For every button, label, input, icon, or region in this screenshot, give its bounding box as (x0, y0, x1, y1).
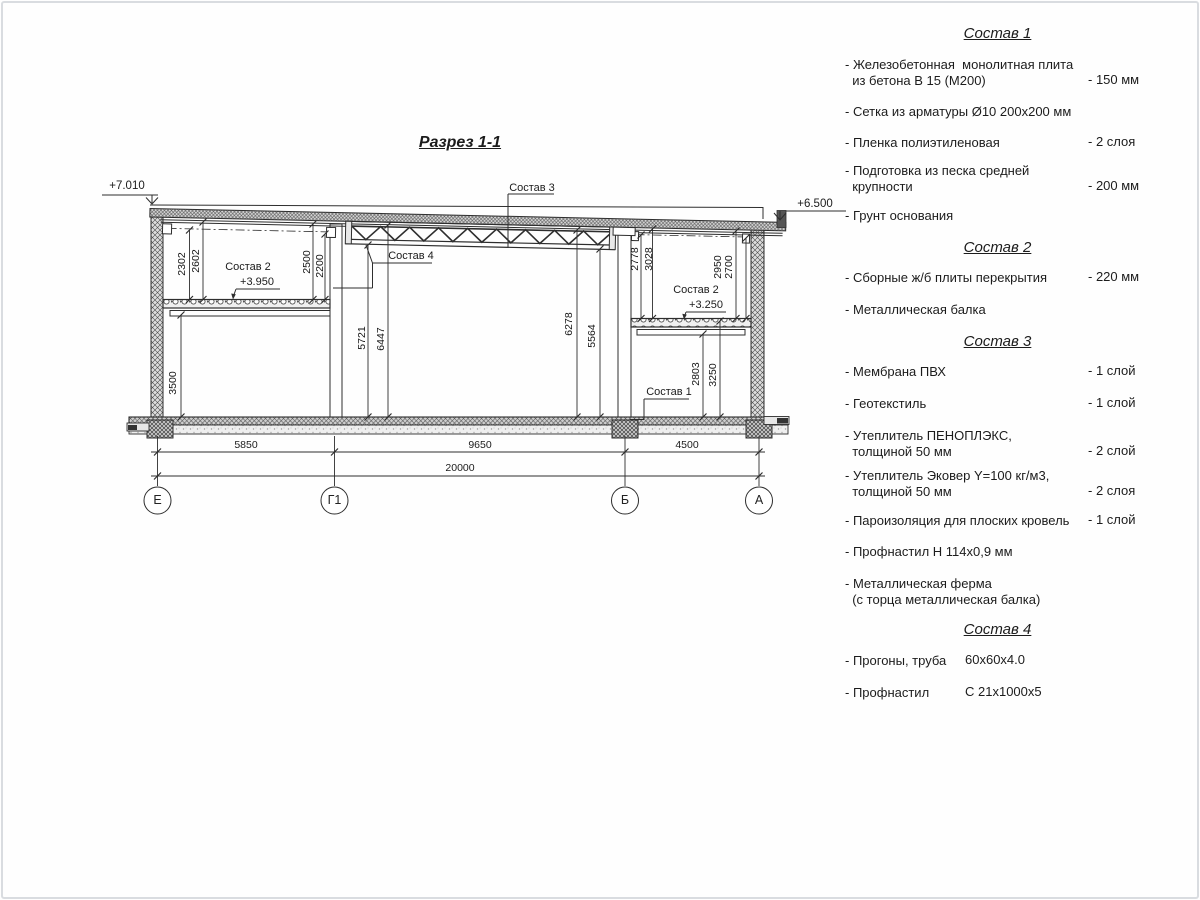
dim-5850: 5850 (234, 439, 258, 451)
legend-item: - Профнастил Н 114х0,9 мм (845, 544, 1013, 559)
legend-item: - Сборные ж/б плиты перекрытия - 220 мм (845, 269, 1140, 285)
wall-B-capital (613, 227, 635, 235)
floor-slab-right (631, 319, 751, 328)
legend-item: - Металлическая ферма (с торца металлическая балка) (845, 576, 1041, 607)
dim-2700: 2700 (722, 255, 735, 279)
label-sostav-1: Состав 1 (646, 386, 692, 398)
legend-item: - Подготовка из песка средней крупности - 200 мм (845, 163, 1140, 194)
sand-bed (129, 425, 788, 434)
elevation-mark-left (102, 195, 158, 204)
column-G1 (330, 224, 342, 417)
wall-E (151, 214, 163, 418)
elevation-left-value: +7.010 (109, 180, 145, 192)
legend-item: - Металлическая балка (845, 302, 986, 317)
legend-item: - Пленка полиэтиленовая - 2 слоя (845, 134, 1136, 150)
axis-bubbles (144, 487, 773, 514)
legend-item: - Утеплитель ПЕНОПЛЭКС, толщиной 50 мм - 2 слой (845, 428, 1136, 459)
label-sostav-4: Состав 4 (388, 250, 434, 262)
footing-B (612, 420, 638, 438)
axis-G1: Г1 (327, 493, 342, 507)
roof-assembly (149, 209, 786, 254)
beam-right (637, 330, 745, 336)
section-title-sostav2: Состав 2 (963, 239, 1032, 256)
section-title-sostav4: Состав 4 (963, 621, 1032, 638)
leader-sostav2-left (231, 289, 280, 300)
section-title-sostav3: Состав 3 (963, 333, 1032, 350)
elevation-right-value: +6.500 (797, 198, 833, 210)
axis-E: Е (153, 493, 162, 507)
dim-2200: 2200 (313, 254, 326, 278)
dim-3028: 3028 (642, 247, 655, 271)
label-sostav-2-left: Состав 2 (225, 261, 271, 273)
footing-E (147, 420, 173, 438)
dim-6278: 6278 (563, 312, 575, 336)
dim-5564: 5564 (586, 324, 598, 348)
dim-2602: 2602 (189, 249, 202, 273)
legend-item: - Мембрана ПВХ - 1 слой (845, 363, 1136, 379)
beam-left (170, 311, 330, 317)
label-level-left: +3.950 (240, 276, 274, 288)
legend-item: - Грунт основания (845, 208, 954, 223)
section-title-sostav1: Состав 1 (963, 25, 1032, 42)
dim-3250: 3250 (706, 363, 719, 387)
dim-2803: 2803 (689, 362, 702, 386)
dim-5721: 5721 (356, 326, 368, 350)
legend-item: - Пароизоляция для плоских кровель - 1 слой (845, 512, 1136, 528)
dim-2500: 2500 (301, 250, 313, 274)
wall-A (751, 228, 764, 417)
legend-item: - Железобетонная монолитная плита из бетона В 15 (М200) - 150 мм (845, 57, 1140, 88)
dim-6447: 6447 (375, 327, 387, 351)
legend-item: - Прогоны, труба 60х60х4.0 (845, 652, 1025, 668)
leader-sostav1 (630, 399, 689, 420)
dim-3500: 3500 (167, 371, 179, 395)
label-level-right: +3.250 (689, 299, 723, 311)
axis-A: А (754, 493, 764, 507)
axis-B: Б (620, 493, 630, 507)
dim-2778: 2778 (629, 247, 641, 271)
dim-2950: 2950 (711, 255, 724, 279)
dim-20000: 20000 (445, 462, 475, 474)
legend-item: - Профнастил С 21х1000х5 (845, 684, 1042, 700)
legend-item: - Утеплитель Эковер Y=100 кг/м3, толщиной 50 мм - 2 слоя (845, 468, 1136, 499)
ground-slab (129, 417, 788, 425)
dim-2302: 2302 (176, 252, 188, 276)
label-sostav-3: Состав 3 (509, 182, 555, 194)
dim-4500: 4500 (675, 439, 699, 451)
legend-item: - Геотекстиль - 1 слой (845, 395, 1136, 411)
label-sostav-2-right: Состав 2 (673, 284, 719, 296)
legend-item: - Сетка из арматуры Ø10 200х200 мм (845, 104, 1072, 119)
dim-9650: 9650 (468, 439, 492, 451)
drawing-title: Разрез 1-1 (418, 134, 502, 151)
